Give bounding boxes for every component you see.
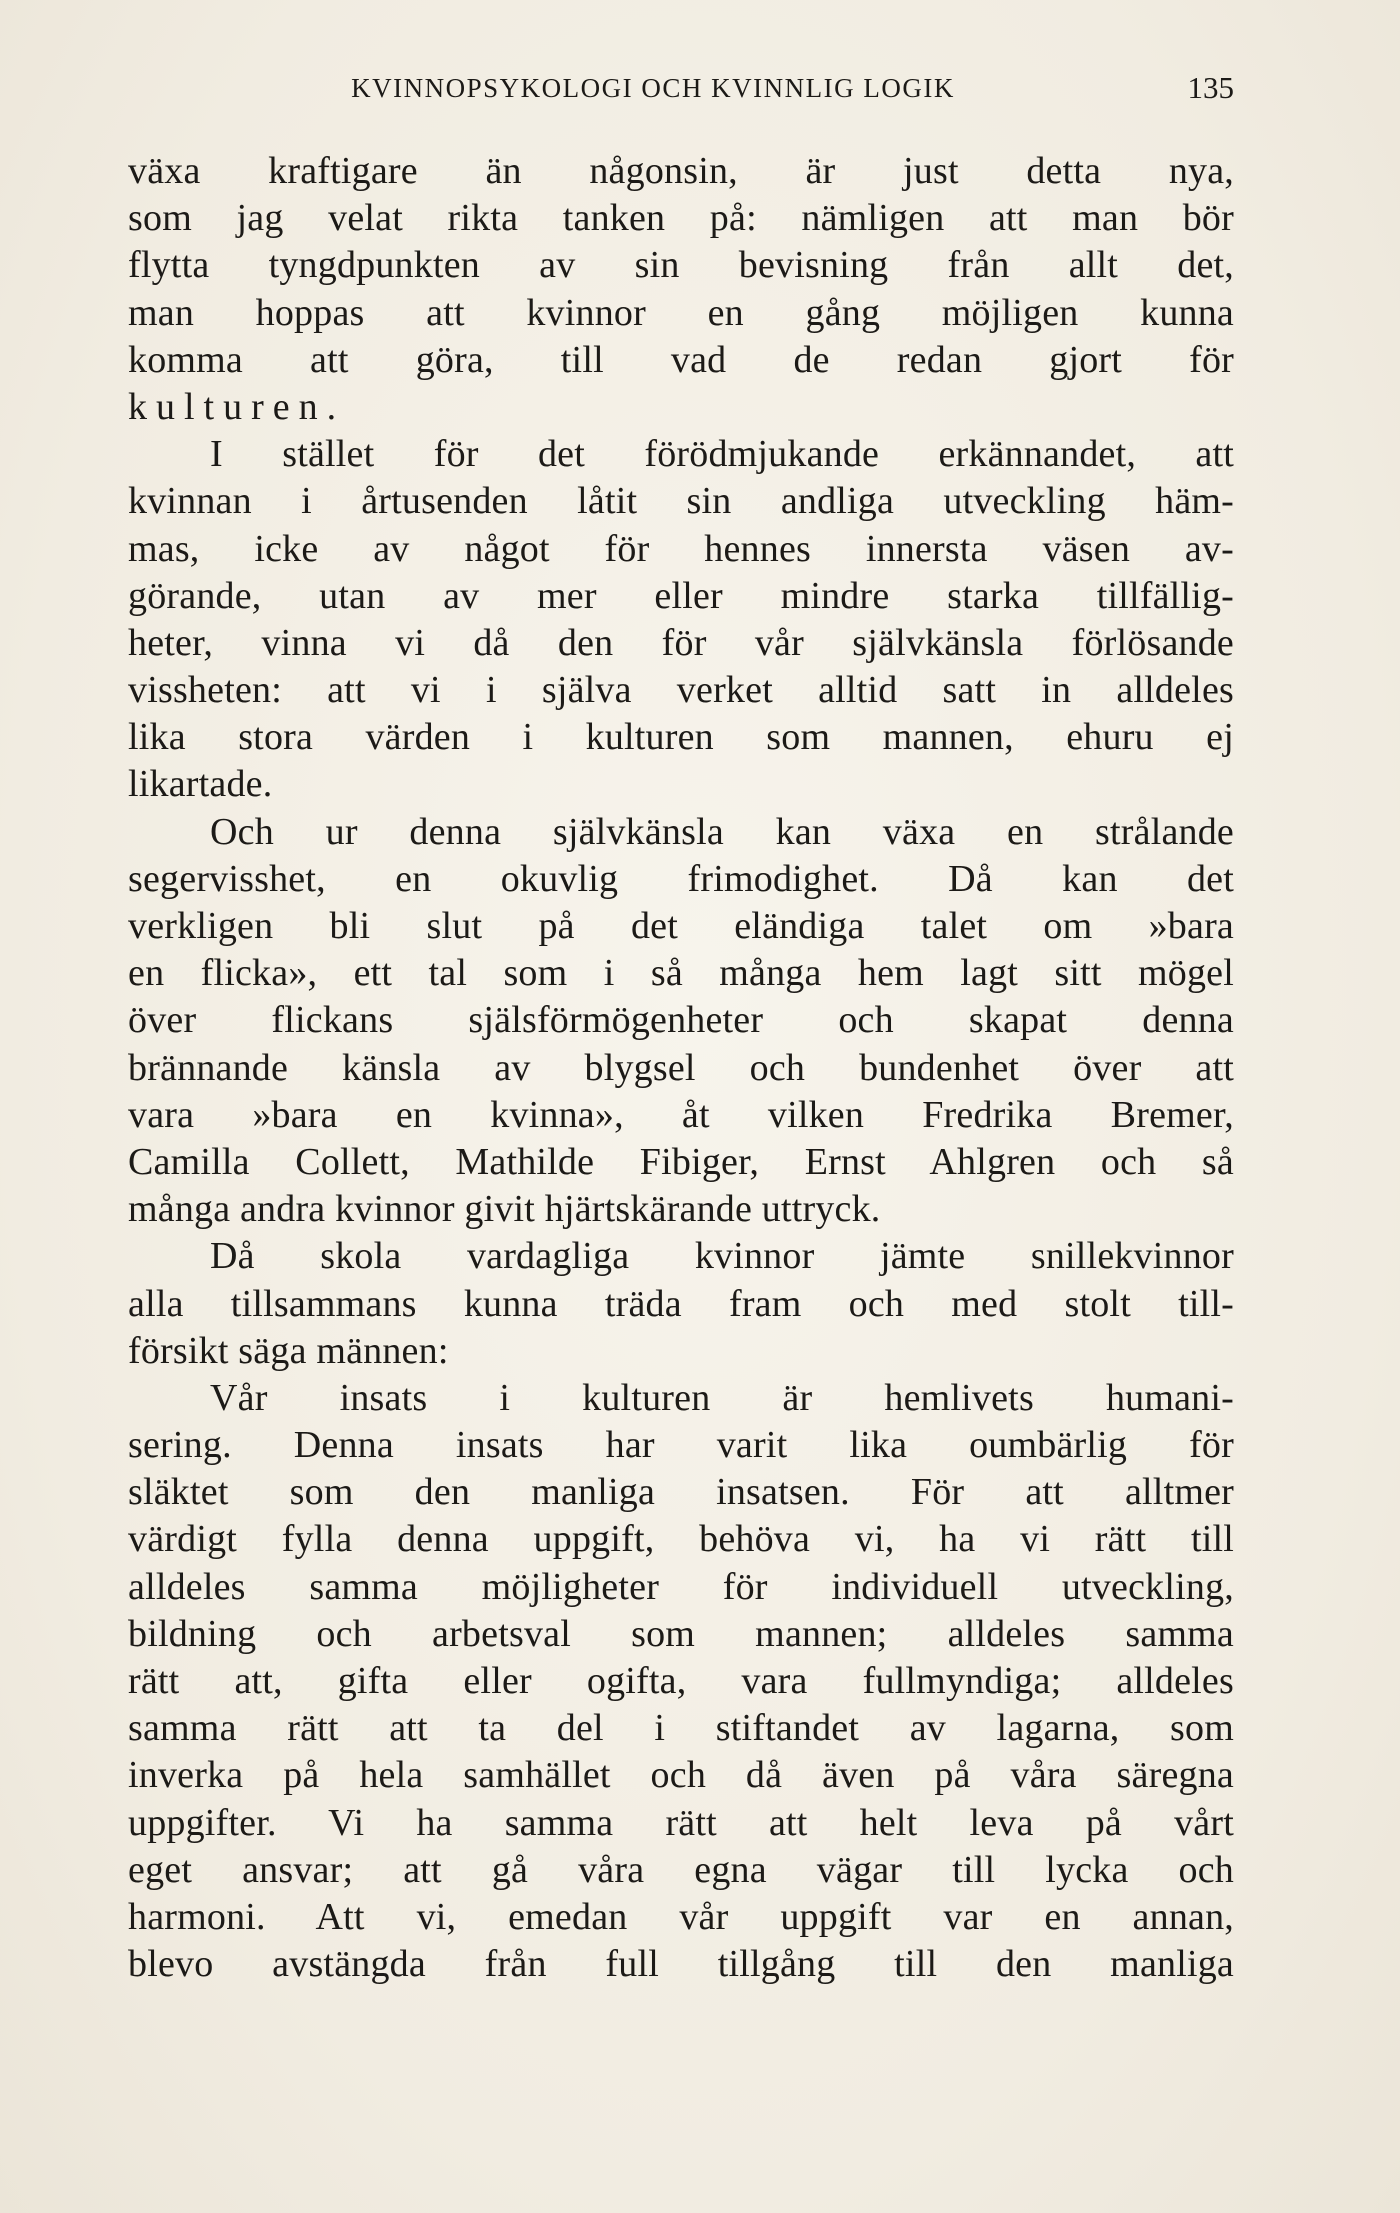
text-line: görande, utan av mer eller mindre starka tillfällig- bbox=[128, 574, 1234, 617]
text-line: flytta tyngdpunkten av sin bevisning från allt det, bbox=[128, 244, 1234, 287]
text-line: kvinnan i årtusenden låtit sin andliga utveckling häm- bbox=[128, 480, 1234, 523]
text-line: lika stora värden i kulturen som mannen, ehuru ej bbox=[128, 716, 1234, 759]
text-line: alldeles samma möjligheter för individuell utveckling, bbox=[128, 1565, 1234, 1608]
text-line: man hoppas att kvinnor en gång möjligen kunna bbox=[128, 291, 1234, 334]
text-line: mas, icke av något för hennes innersta väsen av- bbox=[128, 527, 1234, 570]
text-line: likartade. bbox=[128, 763, 273, 806]
text-line: verkligen bli slut på det eländiga talet om »bara bbox=[128, 905, 1234, 947]
text-line: heter, vinna vi då den för vår självkänsla förlösande bbox=[128, 621, 1234, 664]
text-line: alla tillsammans kunna träda fram och med stolt till- bbox=[128, 1282, 1234, 1325]
text-line: kulturen. bbox=[128, 385, 346, 428]
text-line: Och ur denna självkänsla kan växa en strålande bbox=[210, 810, 1234, 853]
text-line: rätt att, gifta eller ogifta, vara fullmyndiga; alldeles bbox=[128, 1660, 1234, 1702]
text-line: vara »bara en kvinna», åt vilken Fredrika Bremer, bbox=[128, 1093, 1234, 1136]
body-text bbox=[128, 148, 1234, 1988]
text-line: segervisshet, en okuvlig frimodighet. Då kan det bbox=[128, 857, 1234, 900]
text-line: Vår insats i kulturen är hemlivets humani- bbox=[210, 1376, 1234, 1419]
text-line: inverka på hela samhället och då även på våra säregna bbox=[128, 1754, 1234, 1797]
text-line: samma rätt att ta del i stiftandet av lagarna, som bbox=[128, 1707, 1234, 1750]
text-line: som jag velat rikta tanken på: nämligen att man bör bbox=[128, 197, 1234, 240]
text-line: Då skola vardagliga kvinnor jämte snillekvinnor bbox=[210, 1235, 1234, 1278]
text-line: försikt säga männen: bbox=[128, 1329, 449, 1372]
text-line: vissheten: att vi i själva verket alltid satt in alldeles bbox=[128, 669, 1234, 712]
text-line: släktet som den manliga insatsen. För att alltmer bbox=[128, 1471, 1234, 1514]
page-number: 135 bbox=[1187, 70, 1234, 105]
text-line: uppgifter. Vi ha samma rätt att helt leva på vårt bbox=[128, 1801, 1234, 1844]
text-line: brännande känsla av blygsel och bundenhet över att bbox=[128, 1046, 1234, 1089]
running-title: KVINNOPSYKOLOGI OCH KVINNLIG LOGIK bbox=[351, 73, 955, 103]
text-line: värdigt fylla denna uppgift, behöva vi, ha vi rätt till bbox=[128, 1518, 1234, 1561]
text-line: komma att göra, till vad de redan gjort för bbox=[128, 338, 1234, 381]
text-line: harmoni. Att vi, emedan vår uppgift var en annan, bbox=[128, 1895, 1234, 1938]
text-line: I stället för det förödmjukande erkännandet, att bbox=[210, 433, 1234, 476]
text-line: Camilla Collett, Mathilde Fibiger, Ernst Ahlgren och så bbox=[128, 1140, 1234, 1183]
text-line: många andra kvinnor givit hjärtskärande uttryck. bbox=[128, 1188, 881, 1231]
text-line: över flickans själsförmögenheter och skapat denna bbox=[128, 999, 1234, 1042]
text-line: blevo avstängda från full tillgång till den manliga bbox=[128, 1943, 1234, 1986]
running-header bbox=[128, 68, 1234, 108]
text-line: växa kraftigare än någonsin, är just detta nya, bbox=[128, 150, 1234, 192]
text-line: eget ansvar; att gå våra egna vägar till lycka och bbox=[128, 1848, 1234, 1891]
text-line: sering. Denna insats har varit lika oumbärlig för bbox=[128, 1424, 1234, 1467]
text-line: en flicka», ett tal som i så många hem lagt sitt mögel bbox=[128, 952, 1234, 995]
text-line: bildning och arbetsval som mannen; alldeles samma bbox=[128, 1612, 1234, 1655]
